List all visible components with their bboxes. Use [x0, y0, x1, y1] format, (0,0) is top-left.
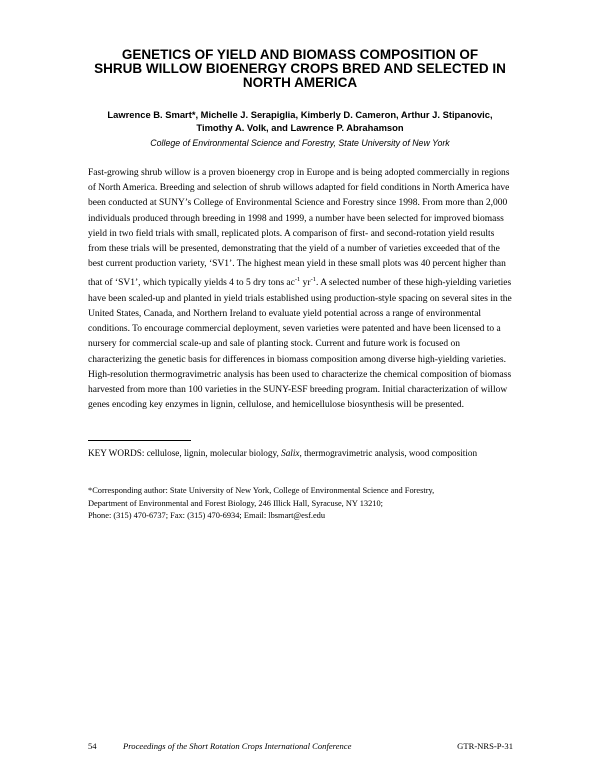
author-list — [70, 108, 530, 134]
authors-line-2: Timothy A. Volk, and Lawrence P. Abrahamson — [196, 122, 404, 133]
title-line-1: GENETICS OF YIELD AND BIOMASS COMPOSITION OF — [121, 47, 479, 62]
corresp-line-3: Phone: (315) 470-6737; Fax: (315) 470-6934; Email: lbsmart@esf.edu — [88, 511, 326, 520]
report-number: GTR-NRS-P-31 — [457, 741, 513, 751]
page-footer — [88, 741, 513, 755]
keywords — [88, 446, 508, 460]
corresp-line-1: *Corresponding author: State University of New York, College of Environmental Science and Forestry, — [88, 486, 435, 495]
keywords-italic: Salix — [281, 448, 300, 458]
abstract-text-1: Fast-growing shrub willow is a proven bioenergy crop in Europe and is being adopted commercially in regions of North America. Breeding and selection of shrub willows adapted for field conditions in North America have been conducted at SUNY’s College of Environmental Science and Forestry since 1998. From more than 2,000 individuals produced through breeding in 1998 and 1999, a number have been selected for improved biomass yield in two field trials with small, replicated plots. A comparison of first- and second-rotation yield results from these trials will be presented, demonstrating that the yield of a number of varieties exceeded that of the best current production variety, ‘SV1’. The highest mean yield in these small plots was 40 percent higher than that of ‘SV1’, which typically yields 4 to 5 dry tons ac — [88, 168, 510, 289]
paper-title — [60, 48, 540, 90]
abstract-text-mid: yr — [300, 278, 311, 289]
footnote-divider — [88, 440, 191, 441]
title-line-2: SHRUB WILLOW BIOENERGY CROPS BRED AND SELECTED IN — [94, 61, 506, 76]
keywords-text-2: , thermogravimetric analysis, wood composition — [299, 448, 478, 458]
journal-title: Proceedings of the Short Rotation Crops International Conference — [123, 741, 352, 751]
abstract-text-2: . A selected number of these high-yielding varieties have been scaled-up and planted in yield trials established using production-style spacing on several sites in the United States, Canada, and Northern Ireland to evaluate yield potential across a range of environmental conditions. To encourage commercial deployment, seven varieties were patented and have been licensed to a nursery for commercial scale-up and sale of planting stock. Current and future work is focused on characterizing the genetic basis for differences in biomass composition among diverse high-yielding varieties. High-resolution thermogravimetric analysis has been used to characterize the chemical composition of biomass harvested from more than 100 varieties in the SUNY-ESF breeding program. Initial characterization of willow genes encoding key enzymes in lignin, cellulose, and hemicellulose biosynthesis will be presented. — [88, 278, 512, 411]
title-line-3: NORTH AMERICA — [242, 75, 358, 90]
abstract — [88, 166, 513, 413]
superscript-yr: -1 — [310, 276, 316, 284]
superscript-ac: -1 — [294, 276, 301, 284]
authors-line-1: Lawrence B. Smart*, Michelle J. Serapiglia, Kimberly D. Cameron, Arthur J. Stipanovic, — [107, 109, 493, 120]
affiliation: College of Environmental Science and Forestry, State University of New York — [150, 138, 450, 148]
page-number: 54 — [88, 741, 97, 751]
corresp-line-2: Department of Environmental and Forest Biology, 246 Illick Hall, Syracuse, NY 13210; — [88, 498, 384, 508]
corresponding-author — [88, 485, 518, 523]
keywords-text-1: KEY WORDS: cellulose, lignin, molecular biology, — [88, 448, 282, 458]
